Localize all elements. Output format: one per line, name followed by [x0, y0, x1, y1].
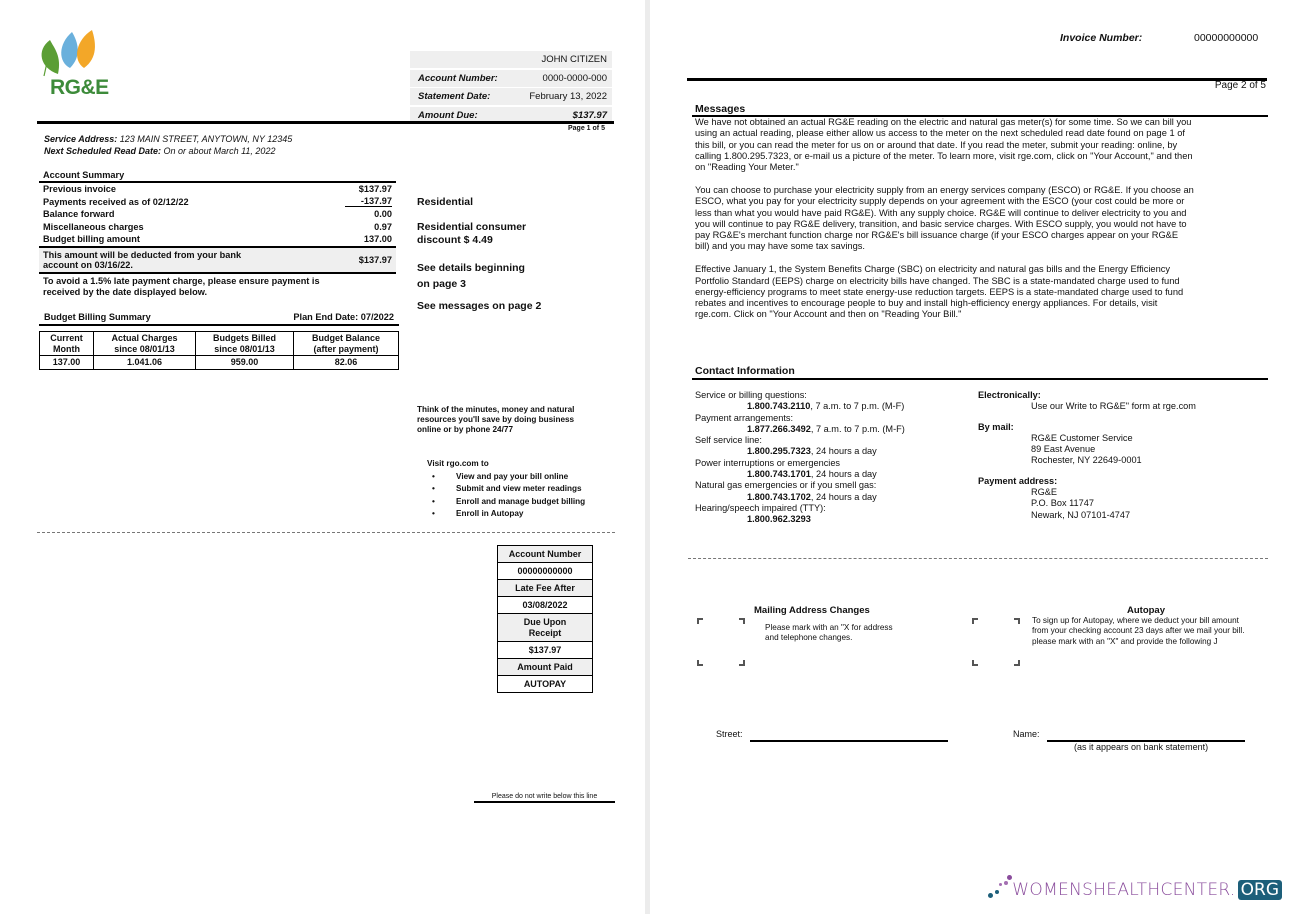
- bill-page-1: [0, 0, 645, 914]
- autopay-checkbox[interactable]: [972, 618, 1020, 666]
- electronic-text: Use our Write to RG&E" form at rge.com: [1031, 401, 1196, 412]
- message-paragraph: We have not obtained an actual RG&E reading on the electric and natural gas meter(s) for some time. So we can bill you using an actual reading, please either allow us access to the meter on the next scheduled read date found on page 1 of this bill, or you can read the meter for us on or around that date. If you read the meter, submit your reading: online, by calling 1.800.295.7323, or e-mail us a picture of the meter. To learn more, visit rge.com, click on "Your Account," and then on "Reading Your Meter.": [695, 117, 1193, 173]
- summary-label: Previous invoice: [43, 184, 117, 194]
- budget-table-row: [40, 356, 399, 370]
- contact-phones: [695, 390, 905, 526]
- contact-title: Contact Information: [695, 365, 795, 377]
- service-info: [44, 134, 292, 157]
- summary-label: Payments received as of 02/12/22: [43, 196, 189, 207]
- deduction-row: [39, 248, 396, 272]
- summary-row: [39, 233, 396, 246]
- plan-end-date: Plan End Date: 07/2022: [293, 312, 394, 322]
- street-label: Street:: [716, 729, 743, 739]
- contact-number: 1.800.743.2110, 7 a.m. to 7 p.m. (M-F): [747, 401, 905, 412]
- summary-amount: $137.97: [358, 184, 392, 194]
- address-line: Newark, NJ 07101-4747: [1031, 509, 1131, 520]
- summary-row: [39, 221, 396, 234]
- tear-line: [37, 532, 615, 533]
- corner-mark: [739, 660, 745, 666]
- contact-label: Service or billing questions:: [695, 390, 807, 400]
- message-paragraph: Effective January 1, the System Benefits Charge (SBC) on electricity and natural gas bills and the Energy Efficiency Portfolio Standard (EEPS) charge on electricity bills have changed. The SBC is a state-mandated charge used to fund energy-efficiency programs to meet state energy-use reduction targets. EEPS is a state-mandated charge used to fund rebates and incentives to encourage people to buy and install high-efficiency energy appliances. For details, visit rge.com. Click on "Your Account and then on "Reading Your Bill.": [695, 264, 1184, 320]
- stub-due-label: Due Upon Receipt: [498, 614, 592, 642]
- list-item: • Enroll and manage budget billing: [427, 496, 585, 509]
- electronic-contact: [978, 390, 1196, 413]
- read-date: On or about March 11, 2022: [163, 145, 276, 156]
- col-header: Budget Balance (after payment): [293, 332, 398, 356]
- budget-header: [39, 311, 399, 324]
- summary-label: Balance forward: [43, 209, 115, 220]
- summary-row: [39, 183, 396, 196]
- stub-amount-paid-label: Amount Paid: [498, 659, 592, 676]
- see-details-note: See details beginning on page 3: [417, 262, 525, 290]
- late-payment-warning: [39, 274, 396, 300]
- corner-mark: [1014, 660, 1020, 666]
- contact-label: Natural gas emergencies or if you smell gas:: [695, 480, 877, 491]
- budget-title: Budget Billing Summary: [44, 312, 151, 322]
- header-divider: [687, 78, 1267, 81]
- autopay-text: To sign up for Autopay, where we deduct your bill amount from your checking account 23 days after we mail your bill. please mark with an "X" and provide the following J: [1032, 616, 1245, 646]
- payment-address: [978, 476, 1196, 521]
- address-line: RG&E Customer Service: [1031, 432, 1133, 443]
- statement-date-value: February 13, 2022: [529, 91, 607, 102]
- deduction-text: [43, 250, 241, 270]
- deduction-line: This amount will be deducted from your bank: [43, 249, 242, 260]
- list-item: • View and pay your bill online: [427, 471, 585, 484]
- budget-table-header: [40, 332, 399, 356]
- warning-line: received by the date displayed below.: [43, 286, 208, 297]
- stub-amount-paid: AUTOPAY: [498, 676, 592, 693]
- see-messages-note: See messages on page 2: [417, 300, 542, 312]
- address-line: RG&E: [1031, 487, 1058, 498]
- electronic-label: Electronically:: [978, 390, 1041, 400]
- budget-cell: 959.00: [196, 356, 294, 370]
- service-address-label: Service Address:: [44, 134, 118, 144]
- stub-account-label: Account Number: [498, 546, 592, 563]
- amount-due-label: Amount Due:: [418, 109, 478, 121]
- account-number-value: 0000-0000-000: [542, 72, 607, 84]
- account-summary-title: Account Summary: [43, 170, 125, 180]
- mailing-changes-text: Please mark with an "X for address and telephone changes.: [765, 623, 893, 643]
- budget-cell: 82.06: [293, 356, 398, 370]
- address-line: Rochester, NY 22649-0001: [1031, 455, 1142, 466]
- mailing-changes-title: Mailing Address Changes: [754, 605, 870, 616]
- name-label: Name:: [1013, 729, 1040, 739]
- budget-billing-summary: [39, 311, 399, 370]
- customer-name-row: [410, 51, 612, 68]
- summary-amount: 137.00: [363, 234, 392, 245]
- budget-cell: 137.00: [40, 356, 94, 370]
- street-field[interactable]: [750, 740, 948, 742]
- account-number-label: Account Number:: [418, 72, 498, 84]
- divider: [692, 378, 1268, 380]
- consumer-discount: Residential consumer discount $ 4.49: [417, 221, 527, 246]
- contact-number: 1.800.295.7323, 24 hours a day: [747, 446, 877, 457]
- budget-cell: 1.041.06: [93, 356, 195, 370]
- summary-amount: 0.00: [374, 209, 392, 220]
- col-header: Actual Charges since 08/01/13: [93, 332, 195, 356]
- do-not-write-line: Please do not write below this line: [474, 793, 615, 803]
- col-header: Current Month: [40, 332, 94, 356]
- address-line: 89 East Avenue: [1031, 444, 1096, 455]
- col-header: Budgets Billed since 08/01/13: [196, 332, 294, 356]
- corner-mark: [739, 618, 745, 624]
- watermark-text: WOMENSHEALTHCENTER.: [1012, 880, 1236, 900]
- payment-stub: [497, 545, 593, 693]
- corner-mark: [697, 660, 703, 666]
- contact-addresses: [978, 390, 1196, 530]
- payment-label: Payment address:: [978, 475, 1058, 486]
- account-number-row: [410, 70, 612, 87]
- logo-wordmark: RG&E: [50, 76, 109, 99]
- page-indicator: Page 2 of 5: [1214, 80, 1266, 91]
- page-indicator: Page 1 of 5: [568, 125, 605, 132]
- messages-body: [695, 117, 1195, 332]
- list-item: • Submit and view meter readings: [427, 483, 585, 496]
- rge-logo: [36, 28, 116, 100]
- deduction-line: account on 03/16/22.: [43, 259, 133, 270]
- online-promo: Think of the minutes, money and natural resources you'll save by doing business online or by phone 24/77: [417, 405, 575, 434]
- header-divider: [37, 121, 614, 124]
- deduction-amount: $137.97: [358, 254, 392, 265]
- stub-due-amount: $137.97: [498, 642, 592, 659]
- name-hint: (as it appears on bank statement): [1074, 742, 1209, 752]
- corner-mark: [697, 618, 703, 624]
- read-date-label: Next Scheduled Read Date:: [44, 145, 162, 156]
- contact-number: 1.800.743.1701, 24 hours a day: [747, 469, 877, 480]
- invoice-number: 00000000000: [1194, 32, 1259, 44]
- stub-late-fee-label: Late Fee After: [498, 580, 592, 597]
- stub-account-number: 00000000000: [498, 563, 592, 580]
- mailing-change-checkbox[interactable]: [697, 618, 745, 666]
- contact-label: Self service line:: [695, 435, 762, 446]
- invoice-number-label: Invoice Number:: [1060, 32, 1143, 44]
- contact-number: 1.877.266.3492, 7 a.m. to 7 p.m. (M-F): [747, 423, 905, 434]
- customer-name: JOHN CITIZEN: [541, 54, 607, 65]
- autopay-title: Autopay: [1127, 605, 1165, 616]
- bill-page-2: [650, 0, 1294, 914]
- list-item: • Enroll in Autopay: [427, 508, 585, 521]
- watermark: [988, 880, 1282, 900]
- messages-title: Messages: [695, 103, 746, 115]
- statement-date-row: [410, 88, 612, 105]
- corner-mark: [972, 618, 978, 624]
- summary-label: Budget billing amount: [43, 234, 140, 245]
- visit-list: [427, 458, 585, 521]
- contact-label: Power interruptions or emergencies: [695, 457, 841, 468]
- visit-heading: Visit rgo.com to: [427, 459, 489, 468]
- summary-amount: 0.97: [374, 221, 392, 232]
- summary-row: [39, 208, 396, 221]
- mail-label: By mail:: [978, 421, 1014, 432]
- corner-mark: [1014, 618, 1020, 624]
- account-summary: [39, 170, 396, 300]
- divider: [39, 324, 399, 326]
- contact-label: Payment arrangements:: [695, 412, 794, 423]
- summary-amount: -137.97: [345, 196, 392, 207]
- amount-due-value: $137.97: [572, 109, 607, 121]
- warning-line: To avoid a 1.5% late payment charge, please ensure payment is: [43, 275, 320, 286]
- message-paragraph: You can choose to purchase your electricity supply from an energy services company (ESCO) or RG&E. If you choose an ESCO, what you pay for your electricity supply depends on your agreement with the ESCO (your cost could be more or less than what you would have paid RG&E). With any supply choice. RG&E will continue to deliver electricity to you and you will continue to pay RG&E delivery, transition, and basic service charges. With ESCO supply, you would not have to pay RG&E's merchant function charge nor RG&E's bill issuance charge (if your ESCO charges appear on your RG&E bill) and you may have some tax savings.: [695, 184, 1194, 252]
- tear-line: [688, 558, 1268, 559]
- account-header-box: [410, 51, 612, 125]
- mail-contact: [978, 422, 1196, 467]
- summary-label: Miscellaneous charges: [43, 221, 144, 232]
- contact-label: Hearing/speech impaired (TTY):: [695, 502, 826, 513]
- corner-mark: [972, 660, 978, 666]
- leaf-logo-icon: [36, 28, 116, 78]
- contact-number: 1.800.743.1702, 24 hours a day: [747, 491, 877, 502]
- stub-late-fee-date: 03/08/2022: [498, 597, 592, 614]
- watermark-badge: ORG: [1238, 880, 1282, 900]
- address-line: P.O. Box 11747: [1031, 498, 1094, 509]
- contact-number: 1.800.962.3293: [747, 514, 811, 525]
- summary-row: [39, 196, 396, 209]
- service-address: 123 MAIN STREET, ANYTOWN, NY 12345: [119, 134, 293, 144]
- budget-table: [39, 331, 399, 370]
- rate-residential: Residential: [417, 196, 474, 208]
- dots-icon: [988, 880, 1012, 900]
- statement-date-label: Statement Date:: [418, 91, 491, 102]
